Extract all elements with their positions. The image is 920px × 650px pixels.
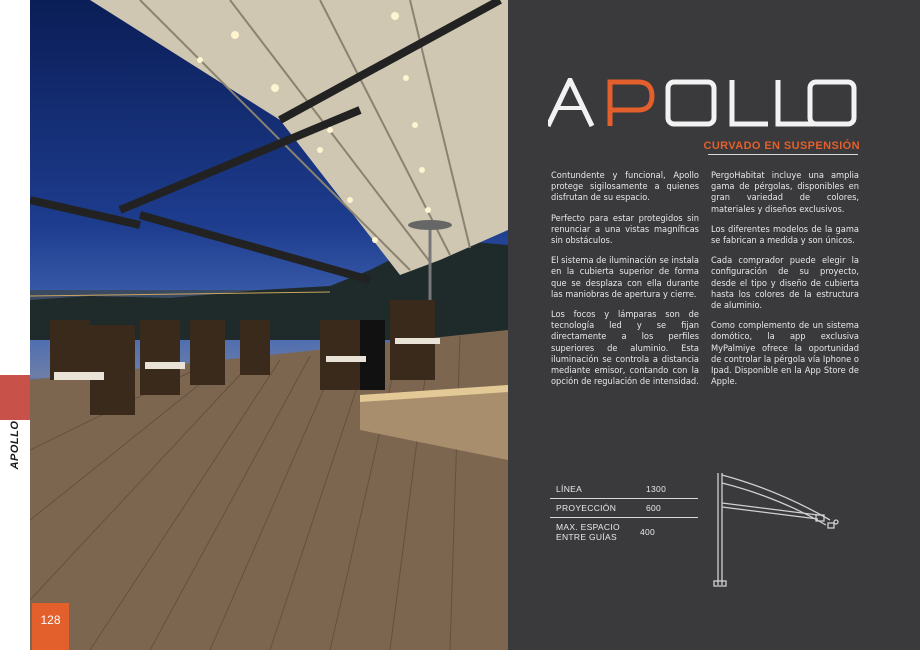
paragraph: Perfecto para estar protegidos sin renunciar a una vistas magníficas sin obstáculos. bbox=[551, 212, 699, 247]
paragraph: Como complemento de un sistema domótico, la app exclusiva MyPalmiye ofrece la oportunidad de controlar la pérgola vía Iphone o Ipad. Disponible en la App Store de Apple. bbox=[711, 320, 859, 388]
section-tab bbox=[0, 375, 30, 420]
paragraph: El sistema de iluminación se instala en la cubierta superior de forma que se desplaza con ella durante las maniobras de apertura y cierre. bbox=[551, 255, 699, 300]
page-number: 128 bbox=[32, 603, 69, 650]
spec-label: LÍNEA bbox=[556, 484, 583, 494]
product-photo bbox=[30, 0, 508, 650]
spec-row bbox=[550, 518, 698, 546]
terrace-photo-illustration bbox=[30, 0, 508, 650]
subtitle-rule bbox=[708, 154, 858, 155]
content-panel bbox=[508, 0, 920, 650]
spec-row bbox=[550, 480, 698, 499]
body-column-left bbox=[551, 170, 699, 396]
spec-row bbox=[550, 499, 698, 518]
paragraph: Cada comprador puede elegir la configuración de su proyecto, desde el tipo y diseño de cubierta hasta los colores de la estructura de aluminio. bbox=[711, 255, 859, 312]
paragraph: PergoHabitat incluye una amplia gama de pérgolas, disponibles en gran variedad de colores, materiales y diseños exclusivos. bbox=[711, 170, 859, 215]
paragraph: Los focos y lámparas son de tecnología led y se fijan directamente a los perfiles superiores de aluminio. Esta iluminación se controla a distancia mediante emisor, contando con la opción de regulación de intensidad. bbox=[551, 309, 699, 388]
spec-label: PROYECCIÓN bbox=[556, 503, 617, 513]
apollo-logo-mark bbox=[548, 78, 858, 128]
product-subtitle: CURVADO EN SUSPENSIÓN bbox=[703, 140, 860, 152]
spec-value: 600 bbox=[646, 503, 662, 513]
spec-value: 1300 bbox=[646, 484, 667, 494]
specs-table bbox=[550, 480, 698, 546]
spec-label: MAX. ESPACIO ENTRE GUÍAS bbox=[556, 522, 620, 542]
paragraph: Contundente y funcional, Apollo protege sigilosamente a quienes disfrutan de su espacio. bbox=[551, 170, 699, 204]
section-label: APOLLO bbox=[9, 420, 21, 470]
body-column-right bbox=[711, 170, 859, 396]
pergola-diagram bbox=[708, 465, 848, 599]
spec-value: 400 bbox=[640, 527, 656, 537]
pergola-side-view bbox=[708, 465, 848, 595]
paragraph: Los diferentes modelos de la gama se fabrican a medida y son únicos. bbox=[711, 223, 859, 247]
left-margin bbox=[0, 0, 30, 650]
apollo-logo bbox=[548, 78, 858, 132]
